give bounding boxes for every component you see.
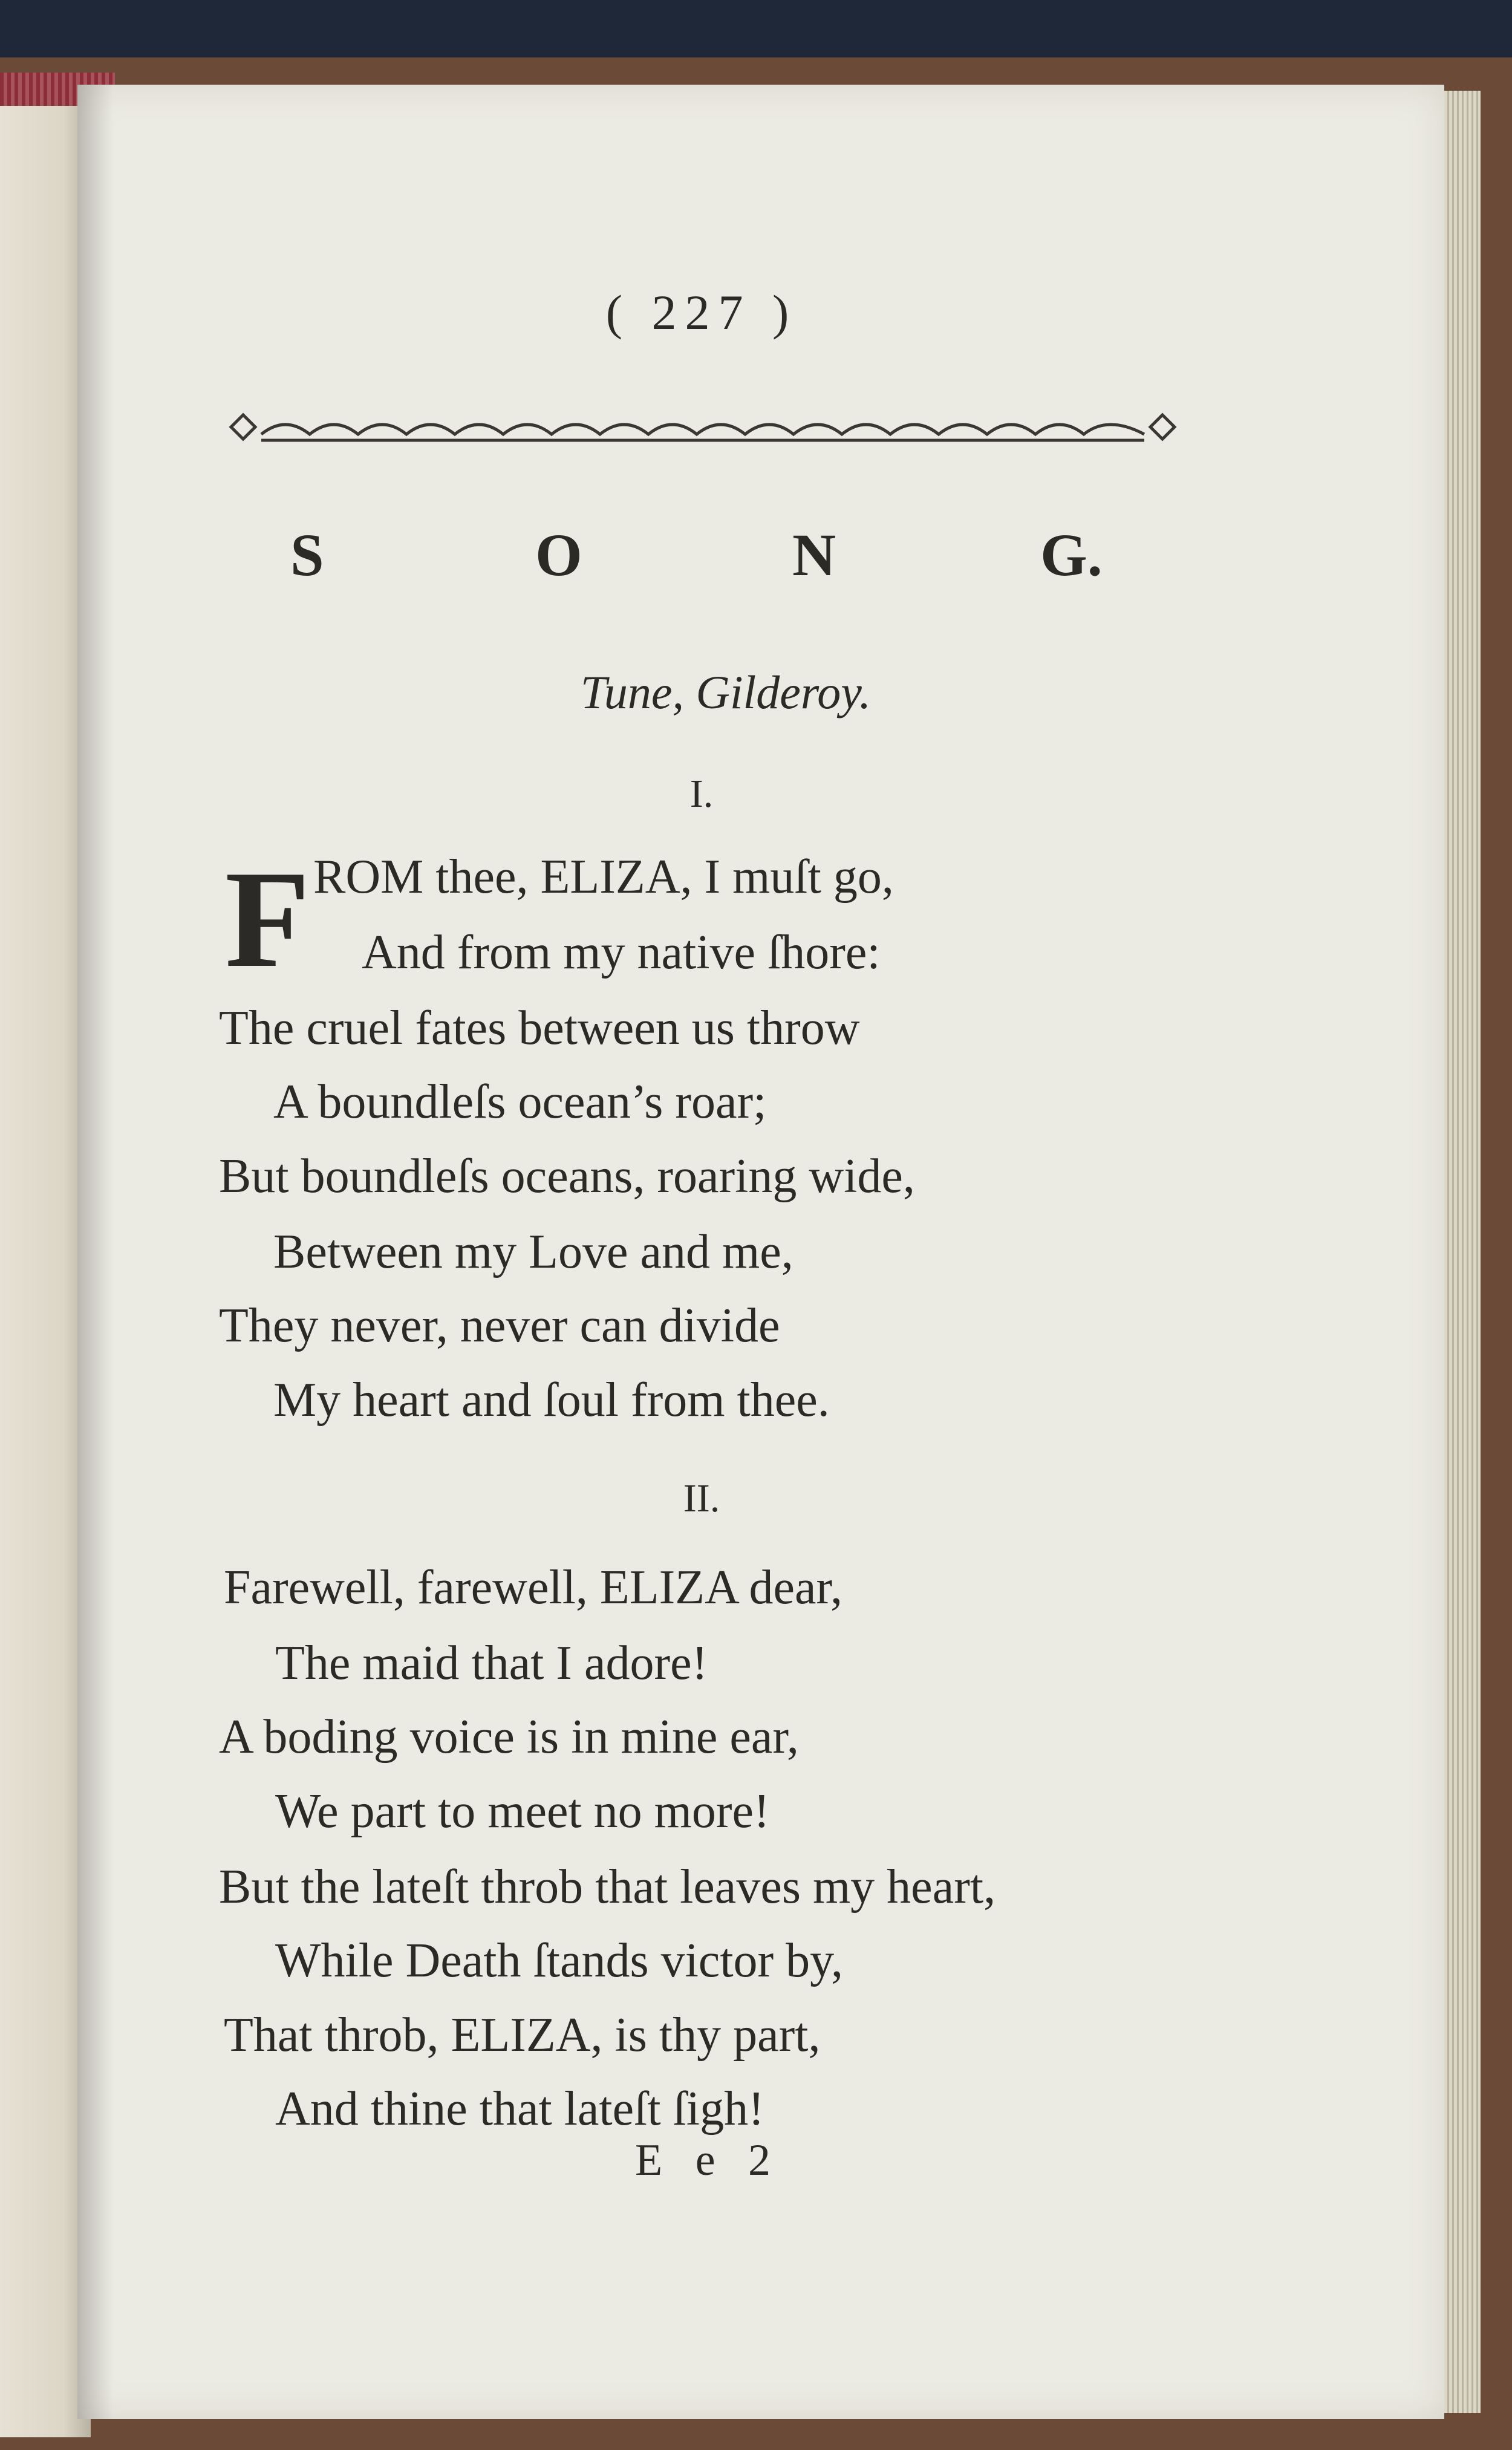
verse-line: The maid that I adore! (275, 1637, 708, 1690)
verse-line: My heart and ſoul from thee. (273, 1373, 830, 1427)
title-letter-g: G. (1040, 521, 1103, 588)
title-letter-s: S (290, 521, 324, 588)
stanza-numeral-1: I. (689, 772, 714, 816)
ornament-fleuron-left (231, 415, 255, 439)
verse-line: And from my native ſhore: (362, 926, 881, 979)
page-number: ( 227 ) (605, 285, 798, 340)
verse-line: ROM thee, ELIZA, I muſt go, (313, 850, 894, 904)
title-letter-o: O (535, 521, 582, 588)
background-top (0, 0, 1512, 57)
verse-line: We part to meet no more! (275, 1785, 770, 1838)
ornament-divider (225, 403, 1181, 451)
page-gutter-shadow (77, 85, 114, 2419)
song-title (290, 520, 1137, 599)
stanza-numeral-2: II. (683, 1476, 720, 1520)
verse-line: But boundleſs oceans, roaring wide, (219, 1150, 915, 1203)
drop-cap: F (225, 842, 310, 996)
ornament-fleuron-right (1150, 415, 1175, 439)
verse-line: That throb, ELIZA, is thy part, (224, 2009, 821, 2062)
verse-line: A boundleſs ocean’s roar; (273, 1075, 767, 1129)
verse-line: The cruel fates between us throw (219, 1002, 860, 1055)
title-letter-n: N (792, 521, 836, 588)
verse-line: A boding voice is in mine ear, (219, 1710, 799, 1764)
verse-line: Between my Love and me, (273, 1225, 793, 1279)
verse-line: And thine that lateſt ſigh! (275, 2082, 764, 2136)
verse-line: While Death ſtands victor by, (275, 1934, 843, 1987)
verse-line: Farewell, farewell, ELIZA dear, (224, 1561, 842, 1614)
signature-mark: E e 2 (635, 2136, 782, 2185)
page-stack-edges (1444, 91, 1481, 2413)
tune-subtitle: Tune, Gilderoy. (580, 666, 872, 718)
verse-line: But the lateſt throb that leaves my heart, (219, 1860, 996, 1914)
verse-line: They never, never can divide (219, 1299, 780, 1352)
